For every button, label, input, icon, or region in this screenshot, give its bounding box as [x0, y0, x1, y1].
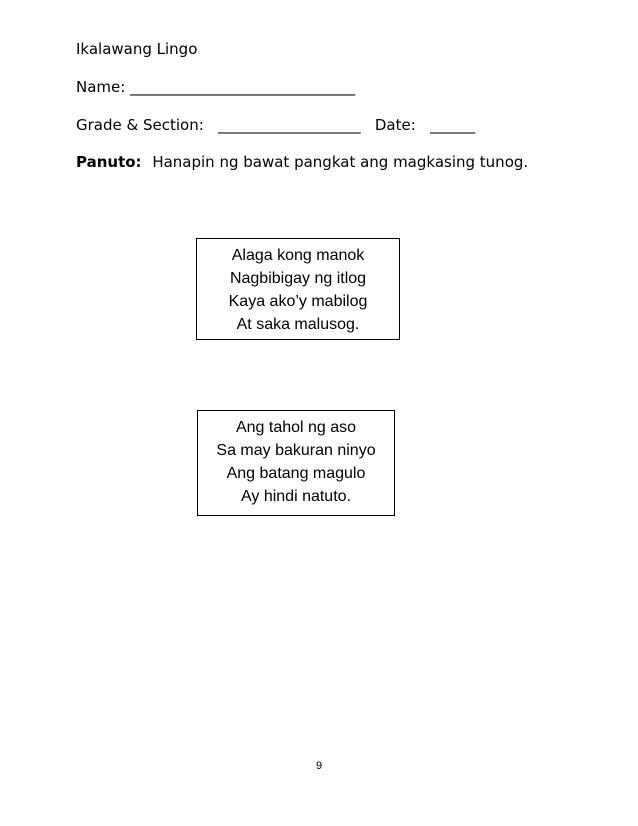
week-title: Ikalawang Lingo [76, 40, 198, 58]
poem-line: Sa may bakuran ninyo [216, 442, 376, 459]
poem-line: Ang batang magulo [226, 465, 366, 482]
instructions-text: Hanapin ng bawat pangkat ang magkasing tunog. [152, 153, 529, 171]
poem-line: Nagbibigay ng itlog [229, 270, 367, 287]
name-field-line: Name: ______________________________ [76, 78, 356, 96]
page-number: 9 [315, 760, 323, 772]
poem-line: Alaga kong manok [231, 247, 365, 264]
poem-line: At saka malusog. [236, 316, 360, 333]
date-blank: ______ [430, 116, 476, 134]
instructions [76, 153, 528, 171]
poem-line: Ay hindi natuto. [240, 488, 351, 505]
poem-line: Kaya ako’y mabilog [228, 293, 368, 310]
instructions-label: Panuto: [76, 153, 142, 171]
grade-section-date-line [76, 116, 475, 134]
grade-section-label: Grade & Section: [76, 116, 204, 134]
date-label: Date: [374, 116, 416, 134]
poem-line: Ang tahol ng aso [235, 419, 357, 436]
grade-section-blank: ___________________ [218, 116, 361, 134]
poem-box-2 [197, 410, 395, 516]
poem-box-1 [196, 238, 400, 340]
